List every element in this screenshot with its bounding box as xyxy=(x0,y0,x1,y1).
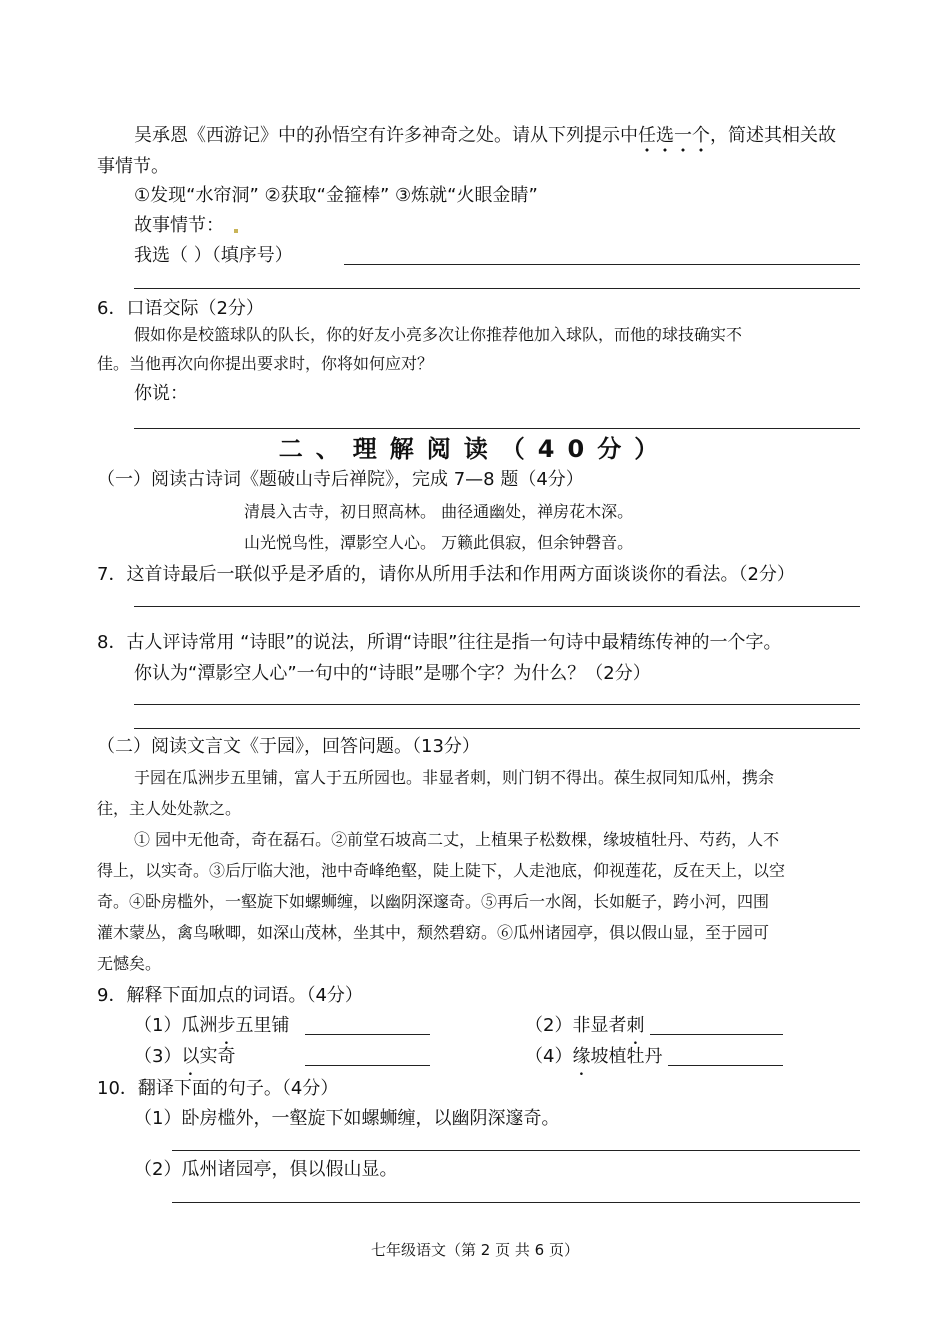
q7-question: 7．这首诗最后一联似乎是矛盾的，请你从所用手法和作用两方面谈谈你的看法。（2分） xyxy=(97,564,795,585)
page-footer: 七年级语文（第 2 页 共 6 页） xyxy=(371,1241,579,1259)
q9-item-4-answer-line[interactable] xyxy=(668,1065,783,1066)
part1-heading: （一）阅读古诗词《题破山寺后禅院》，完成 7—8 题（4分） xyxy=(97,469,584,490)
q5-prompt-text-a: 吴承恩《西游记》中的孙悟空有许多神奇之处。请从下列提示中 xyxy=(134,125,638,146)
q6-text-line2: 佳。当他再次向你提出要求时，你将如何应对？ xyxy=(97,354,434,373)
q9-item-4 xyxy=(525,1045,662,1069)
q10-heading: 10．翻译下面的句子。（4分） xyxy=(97,1078,339,1099)
q9-item-1-num: （1） xyxy=(134,1015,182,1036)
q9-item-4-num: （4） xyxy=(525,1046,573,1067)
q8-question-line1: 8．古人评诗常用 “诗眼”的说法，所谓“诗眼”往往是指一句诗中最精练传神的一个字。 xyxy=(97,632,782,653)
q5-answer-line-1[interactable] xyxy=(344,264,860,265)
q5-prompt-line1 xyxy=(134,124,836,148)
q6-answer-line[interactable] xyxy=(134,428,860,429)
q9-heading: 9．解释下面加点的词语。（4分） xyxy=(97,985,363,1006)
q9-item-2-answer-line[interactable] xyxy=(650,1034,783,1035)
q10-sentence-1: （1）卧房槛外，一壑旋下如螺蛳缠，以幽阴深邃奇。 xyxy=(134,1108,560,1129)
passage-line-1: 于园在瓜洲步五里铺，富人于五所园也。非显者刺，则门钥不得出。葆生叔同知瓜州，携余 xyxy=(134,768,775,787)
section-title: 二、理解阅读（40分） xyxy=(278,435,672,463)
q8-question-line2: 你认为“潭影空人心”一句中的“诗眼”是哪个字？为什么？（2分） xyxy=(134,663,651,684)
q9-item-1-answer-line[interactable] xyxy=(305,1034,430,1035)
q5-options: ①发现“水帘洞” ②获取“金箍棒” ③炼就“火眼金睛” xyxy=(134,185,538,206)
q9-item-2-pre: 非显者 xyxy=(572,1015,627,1036)
q5-story-label: 故事情节： xyxy=(134,215,224,236)
q10-answer-line-2[interactable] xyxy=(172,1202,860,1203)
q7-answer-line[interactable] xyxy=(134,606,860,607)
q6-say-label: 你说： xyxy=(134,383,188,404)
q6-text-line1: 假如你是校篮球队的队长，你的好友小亮多次让你推荐他加入球队，而他的球技确实不 xyxy=(134,325,743,344)
q8-answer-line-1[interactable] xyxy=(134,704,860,705)
poem-line-2: 山光悦鸟性，潭影空人心。 万籁此俱寂，但余钟磬音。 xyxy=(244,533,634,552)
q9-item-2-num: （2） xyxy=(525,1015,573,1036)
q5-prompt-text-b: ，简述其相关故 xyxy=(710,125,836,146)
passage-line-3: ① 园中无他奇，奇在磊石。②前堂石坡高二丈，上植果子松数棵，缘坡植牡丹、芍药，人不 xyxy=(134,830,780,849)
q9-item-1 xyxy=(134,1014,289,1038)
q5-prompt-line2: 事情节。 xyxy=(97,156,169,177)
q5-choose-label: 我选（ ）（填序号） xyxy=(134,245,293,266)
q10-sentence-2: （2）瓜州诸园亭，俱以假山显。 xyxy=(134,1159,398,1180)
passage-line-6: 灌木蒙丛，禽鸟啾唧，如深山茂林，坐其中，颓然碧窈。⑥瓜州诸园亭，俱以假山显，至于园可 xyxy=(97,923,770,942)
q9-item-1-post: 五里铺 xyxy=(235,1015,290,1036)
q9-item-3-post: 实奇 xyxy=(199,1046,236,1067)
q9-item-4-post: 坡植牡丹 xyxy=(590,1046,663,1067)
q9-item-1-pre: 瓜洲 xyxy=(181,1015,218,1036)
yellow-mark xyxy=(234,229,238,233)
passage-line-7: 无憾矣。 xyxy=(97,954,162,973)
q5-dotted-emphasis: 任选一个 xyxy=(638,125,710,152)
q8-answer-line-2[interactable] xyxy=(134,728,860,729)
passage-line-5: 奇。④卧房槛外，一壑旋下如螺蛳缠，以幽阴深邃奇。⑤再后一水阁，长如艇子，跨小河，四围 xyxy=(97,892,770,911)
q9-item-1-dotted-word: 步 xyxy=(217,1015,236,1036)
part2-heading: （二）阅读文言文《于园》，回答问题。（13分） xyxy=(97,736,480,757)
q9-item-2-dotted-word: 刺 xyxy=(626,1015,645,1036)
poem-line-1: 清晨入古寺，初日照高林。 曲径通幽处，禅房花木深。 xyxy=(244,502,634,521)
q9-item-3 xyxy=(134,1045,235,1069)
q6-heading: 6．口语交际（2分） xyxy=(97,298,264,319)
q9-item-3-num: （3） xyxy=(134,1046,182,1067)
passage-line-2: 往，主人处处款之。 xyxy=(97,799,242,818)
passage-line-4: 得上，以实奇。③后厅临大池，池中奇峰绝壑，陡上陡下，人走池底，仰视莲花，反在天上，以空 xyxy=(97,861,786,880)
q9-item-3-dotted-word: 以 xyxy=(181,1046,200,1067)
q9-item-3-answer-line[interactable] xyxy=(305,1065,430,1066)
q9-item-2 xyxy=(525,1014,644,1038)
q5-answer-line-2[interactable] xyxy=(134,288,860,289)
q9-item-4-dotted-word: 缘 xyxy=(572,1046,591,1067)
q10-answer-line-1[interactable] xyxy=(172,1150,860,1151)
